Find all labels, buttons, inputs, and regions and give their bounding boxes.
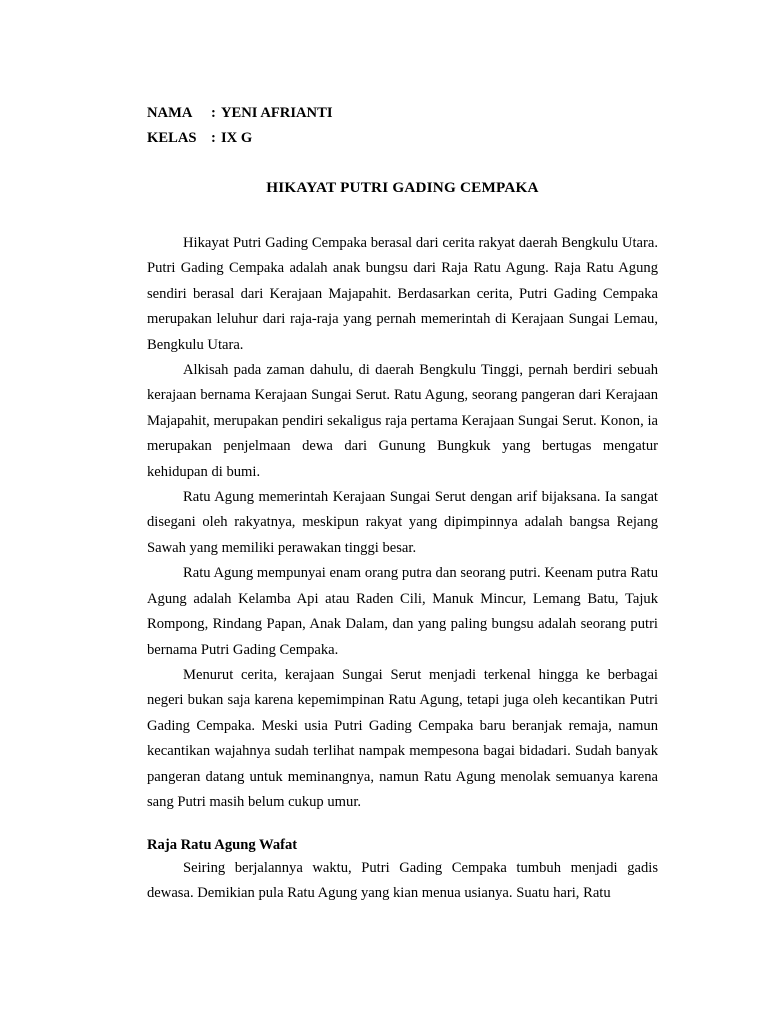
story-body <box>147 231 658 815</box>
section-heading: Raja Ratu Agung Wafat <box>147 837 298 853</box>
student-info <box>147 101 333 151</box>
paragraph: Seiring berjalannya waktu, Putri Gading Cempaka tumbuh menjadi gadis dewasa. Demikian pula Ratu Agung yang kian menua usianya. Suatu hari, Ratu <box>147 860 658 902</box>
paragraph: Hikayat Putri Gading Cempaka berasal dari cerita rakyat daerah Bengkulu Utara. Putri Gading Cempaka adalah anak bungsu dari Raja Ratu Agung. Raja Ratu Agung sendiri berasal dari Kerajaan Majapahit. Berdasarkan cerita, Putri Gading Cempaka merupakan leluhur dari raja-raja yang pernah memerintah di Kerajaan Sungai Lemau, Bengkulu Utara. <box>147 235 658 353</box>
class-row <box>147 126 333 151</box>
name-value: YENI AFRIANTI <box>221 105 333 121</box>
class-label: KELAS <box>147 130 197 146</box>
name-separator: : <box>211 105 216 121</box>
name-row <box>147 101 333 126</box>
document-title: HIKAYAT PUTRI GADING CEMPAKA <box>266 179 539 196</box>
name-label: NAMA <box>147 105 193 121</box>
paragraph: Ratu Agung memerintah Kerajaan Sungai Serut dengan arif bijaksana. Ia sangat disegani oleh rakyatnya, meskipun rakyat yang dipimpinnya adalah bangsa Rejang Sawah yang memiliki perawakan tinggi besar. <box>147 489 658 556</box>
paragraph: Alkisah pada zaman dahulu, di daerah Bengkulu Tinggi, pernah berdiri sebuah kerajaan bernama Kerajaan Sungai Serut. Ratu Agung, seorang pangeran dari Kerajaan Majapahit, merupakan pendiri sekaligus raja pertama Kerajaan Sungai Serut. Konon, ia merupakan penjelmaan dewa dari Gunung Bungkuk yang bertugas mengatur kehidupan di bumi. <box>147 362 658 480</box>
class-separator: : <box>211 130 216 146</box>
paragraph: Ratu Agung mempunyai enam orang putra dan seorang putri. Keenam putra Ratu Agung adalah Kelamba Api atau Raden Cili, Manuk Mincur, Lemang Batu, Tajuk Rompong, Rindang Papan, Anak Dalam, dan yang paling bungsu adalah seorang putri bernama Putri Gading Cempaka. <box>147 565 658 658</box>
class-value: IX G <box>221 130 253 146</box>
section-body <box>147 856 658 907</box>
paragraph: Menurut cerita, kerajaan Sungai Serut menjadi terkenal hingga ke berbagai negeri bukan saja karena kepemimpinan Ratu Agung, tetapi juga oleh kecantikan Putri Gading Cempaka. Meski usia Putri Gading Cempaka baru beranjak remaja, namun kecantikan wajahnya sudah terlihat nampak mempesona bagai bidadari. Sudah banyak pangeran datang untuk meminangnya, namun Ratu Agung menolak semuanya karena sang Putri masih belum cukup umur. <box>147 666 658 810</box>
